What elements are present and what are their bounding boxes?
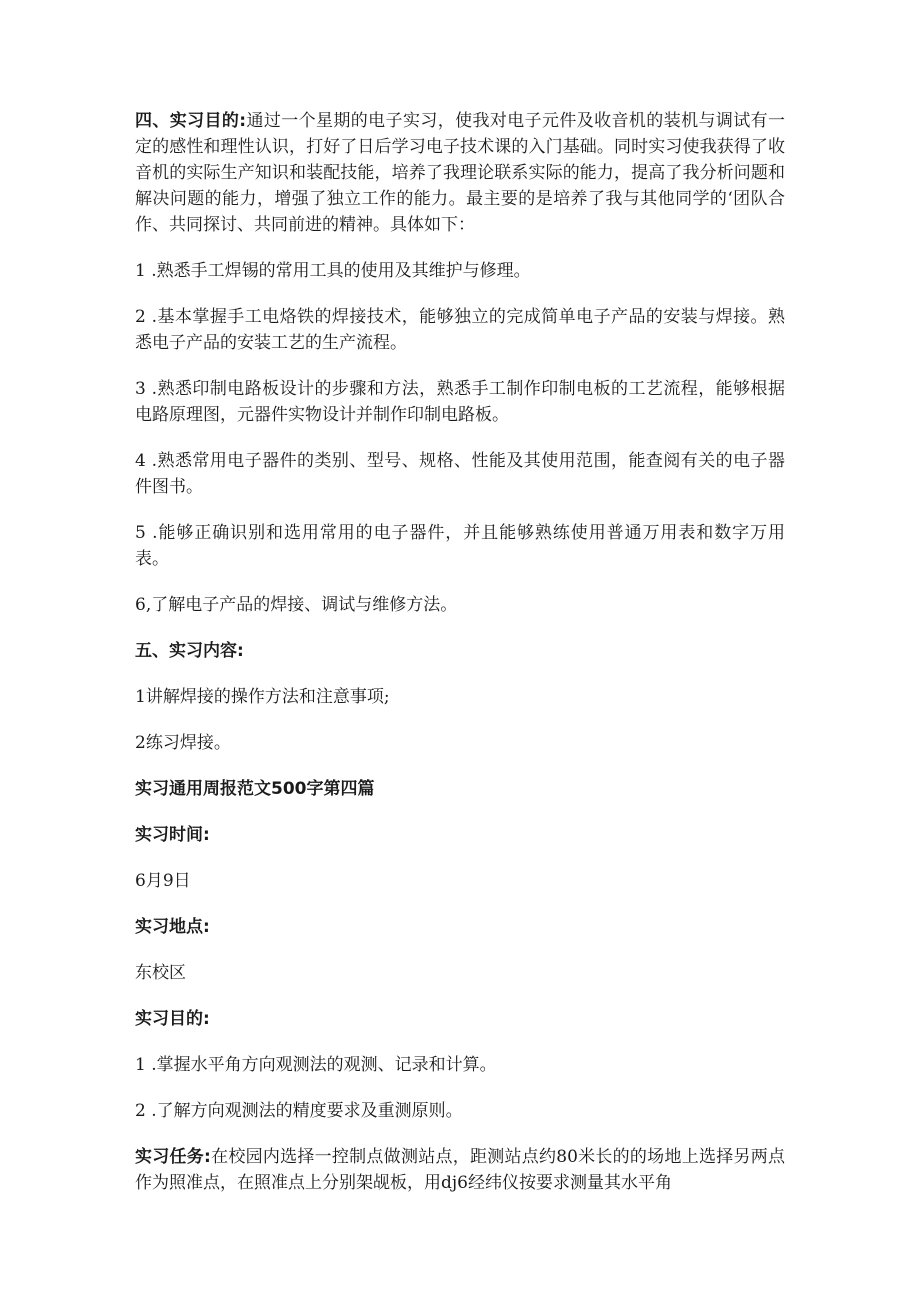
purpose-item-2: 2 .了解方向观测法的精度要求及重测原则。 xyxy=(135,1101,463,1121)
goal-item-6: 6,了解电子产品的焊接、调试与维修方法。 xyxy=(135,595,458,615)
article-title: 实习通用周报范文500字第四篇 xyxy=(135,779,375,799)
goal-item-5: 5 .能够正确识别和选用常用的电子器件，并且能够熟练使用普通万用表和数字万用表。 xyxy=(135,523,785,569)
section5-heading: 五、实习内容: xyxy=(135,641,244,661)
time-value: 6月9日 xyxy=(135,871,191,891)
task-paragraph xyxy=(135,1144,785,1196)
section4-label: 四、实习目的: xyxy=(135,111,247,131)
section4-paragraph xyxy=(135,108,785,238)
purpose-label: 实习目的: xyxy=(135,1009,210,1029)
section4-text: 通过一个星期的电子实习，使我对电子元件及收音机的装机与调试有一定的感性和理性认识，打好了日后学习电子技术课的入门基础。同时实习使我获得了收音机的实际生产知识和装配技能，培养了我理论联系实际的能力，提高了我分析问题和解决问题的能力，增强了独立工作的能力。最主要的是培养了我与其他同学的‘团队合作、共同探讨、共同前进的精神。具体如下： xyxy=(135,111,785,235)
goal-item-4: 4 .熟悉常用电子器件的类别、型号、规格、性能及其使用范围，能查阅有关的电子器件图书。 xyxy=(135,451,785,497)
section5-item-2: 2练习焊接。 xyxy=(135,733,231,753)
task-text: 在校园内选择一控制点做测站点，距测站点约80米长的的场地上选择另两点作为照准点，在照准点上分别架觇板，用dj6经纬仪按要求测量其水平角 xyxy=(135,1147,785,1193)
purpose-item-1: 1 .掌握水平角方向观测法的观测、记录和计算。 xyxy=(135,1055,497,1075)
time-label: 实习时间: xyxy=(135,825,210,845)
place-value: 东校区 xyxy=(135,963,186,983)
goal-item-3: 3 .熟悉印制电路板设计的步骤和方法，熟悉手工制作印制电板的工艺流程，能够根据电路原理图，元器件实物设计并制作印制电路板。 xyxy=(135,379,785,425)
goal-item-2: 2 .基本掌握手工电烙铁的焊接技术，能够独立的完成简单电子产品的安装与焊接。熟悉电子产品的安装工艺的生产流程。 xyxy=(135,307,785,353)
place-label: 实习地点: xyxy=(135,917,210,937)
task-label: 实习任务: xyxy=(135,1147,211,1167)
document-body xyxy=(135,108,785,1196)
section5-item-1: 1讲解焊接的操作方法和注意事项; xyxy=(135,687,390,707)
goal-item-1: 1 .熟悉手工焊锡的常用工具的使用及其维护与修理。 xyxy=(135,261,531,281)
